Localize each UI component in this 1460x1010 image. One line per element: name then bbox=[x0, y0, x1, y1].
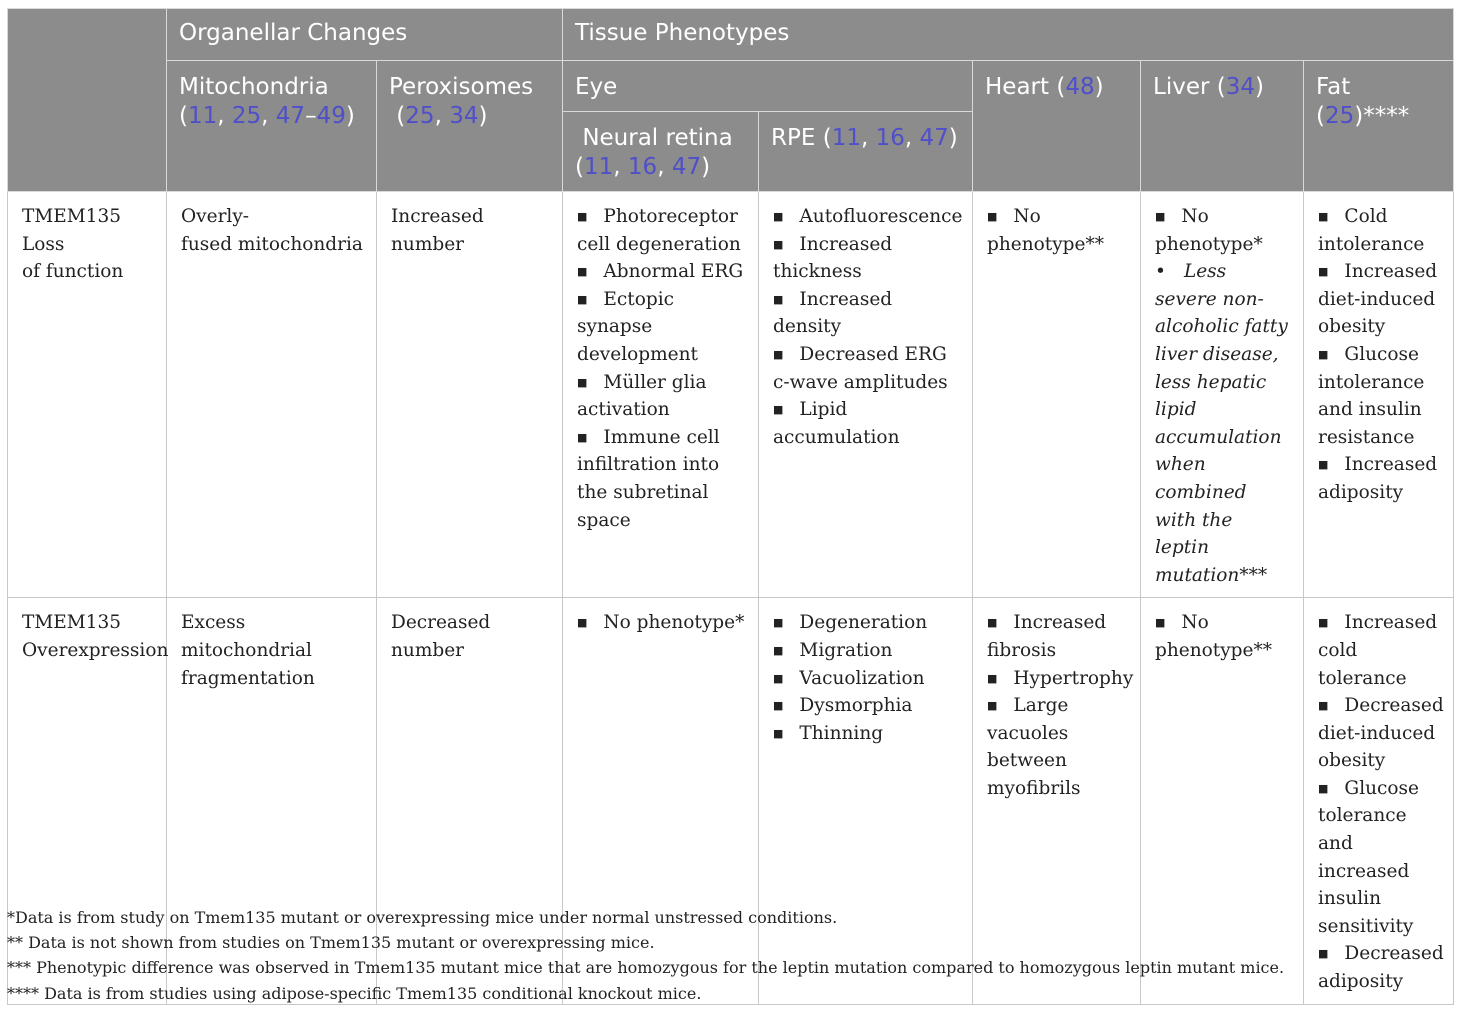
phenotype-table bbox=[7, 8, 1454, 1005]
ref-link[interactable]: 34 bbox=[1225, 74, 1256, 100]
ref-link[interactable]: 16 bbox=[627, 154, 658, 180]
ref-link[interactable]: 25 bbox=[231, 103, 262, 129]
heart-label: Heart bbox=[985, 74, 1050, 100]
fat-header: Fat (25)**** bbox=[1304, 61, 1454, 192]
fat-label: Fat bbox=[1316, 74, 1351, 100]
bullet-item: ■ Ectopic synapse development bbox=[577, 286, 746, 369]
ref-link[interactable]: 11 bbox=[831, 125, 861, 151]
bullet-item: ■ Lipid accumulation bbox=[773, 396, 960, 451]
bullet-item: ■ Migration bbox=[773, 637, 960, 665]
row-label-line: TMEM135 bbox=[22, 612, 122, 634]
bullet-item: ■ Glucose tolerance and increased insulin sensitivity bbox=[1318, 775, 1441, 941]
bullet-item: ■ Vacuolization bbox=[773, 665, 960, 693]
bullet-item: ■ No phenotype* bbox=[1155, 203, 1291, 258]
ref-link[interactable]: 16 bbox=[875, 125, 905, 151]
bullet-item: ■ Increased cold tolerance bbox=[1318, 609, 1441, 692]
cell-text-line: fragmentation bbox=[181, 667, 315, 689]
mitochondria-cell bbox=[167, 192, 377, 598]
bullet-item: ■ Glucose intolerance and insulin resistance bbox=[1318, 341, 1441, 451]
bullet-item: ■ Increased adiposity bbox=[1318, 451, 1441, 506]
footnote: ** Data is not shown from studies on Tmem135 mutant or overexpressing mice. bbox=[7, 933, 655, 953]
cell-text-line: fused mitochondria bbox=[181, 233, 363, 255]
bullet-item: ■ No phenotype** bbox=[987, 203, 1128, 258]
row-label-cell bbox=[8, 192, 167, 598]
ref-link[interactable]: 25 bbox=[405, 103, 435, 129]
peroxisomes-cell bbox=[377, 192, 563, 598]
neural-retina-label: Neural retina bbox=[582, 125, 733, 151]
bullet-item: ■ Abnormal ERG bbox=[577, 258, 746, 286]
peroxisomes-label: Peroxisomes bbox=[389, 74, 534, 100]
mitochondria-header: Mitochondria (11, 25, 47–49) bbox=[167, 61, 377, 192]
peroxisomes-header: Peroxisomes (25, 34) bbox=[377, 61, 563, 192]
liver-header: Liver (34) bbox=[1141, 61, 1304, 192]
tissue-phenotypes-header: Tissue Phenotypes bbox=[563, 9, 1454, 61]
bullet-item: ■ Decreased diet-induced obesity bbox=[1318, 692, 1441, 775]
heart-cell bbox=[973, 192, 1141, 598]
footnotes bbox=[7, 905, 1453, 1006]
bullet-item: ■ Dysmorphia bbox=[773, 692, 960, 720]
liver-cell bbox=[1141, 192, 1304, 598]
ref-link[interactable]: 47 bbox=[671, 154, 702, 180]
cell-text-line: Excess bbox=[181, 612, 246, 634]
bullet-item: ■ Increased diet-induced obesity bbox=[1318, 258, 1441, 341]
bullet-item: ■ Decreased ERG c-wave amplitudes bbox=[773, 341, 960, 396]
bullet-item: ■ Degeneration bbox=[773, 609, 960, 637]
cell-text-line: mitochondrial bbox=[181, 639, 312, 661]
footnote: *** Phenotypic difference was observed in Tmem135 mutant mice that are homozygous for the leptin mutation compared to homozygous leptin mutant mice. bbox=[7, 958, 1285, 978]
cell-text-line: Overly- bbox=[181, 206, 250, 227]
heart-header: Heart (48) bbox=[973, 61, 1141, 192]
neural-retina-cell bbox=[563, 192, 759, 598]
bullet-item: ■ No phenotype** bbox=[1155, 609, 1291, 664]
rpe-header: RPE (11, 16, 47) bbox=[759, 112, 973, 192]
liver-label: Liver bbox=[1153, 74, 1210, 100]
mitochondria-label: Mitochondria bbox=[179, 74, 329, 100]
footnote: **** Data is from studies using adipose-specific Tmem135 conditional knockout mice. bbox=[7, 983, 702, 1003]
fat-suffix: )**** bbox=[1354, 103, 1410, 129]
bullet-item: ■ Increased thickness bbox=[773, 231, 960, 286]
ref-link[interactable]: 34 bbox=[449, 103, 479, 129]
eye-header: Eye bbox=[563, 61, 973, 112]
bullet-item: ■ No phenotype* bbox=[577, 609, 746, 637]
bullet-item: ■ Autofluorescence bbox=[773, 203, 960, 231]
liver-note: • Less severe non-alcoholic fatty liver disease, less hepatic lipid accumulation when combined with the leptin mutation*** bbox=[1155, 258, 1291, 589]
cell-text-line: number bbox=[391, 639, 465, 661]
ref-link[interactable]: 47 bbox=[275, 103, 306, 129]
cell-text-line: Decreased bbox=[391, 612, 491, 634]
organellar-changes-header: Organellar Changes bbox=[167, 9, 563, 61]
ref-link[interactable]: 25 bbox=[1325, 103, 1355, 129]
footnote: *Data is from study on Tmem135 mutant or overexpressing mice under normal unstressed conditions. bbox=[7, 908, 838, 927]
bullet-item: ■ Hypertrophy bbox=[987, 665, 1128, 693]
bullet-item: ■ Thinning bbox=[773, 720, 960, 748]
row-label-line: TMEM135 bbox=[22, 206, 122, 227]
row-label-line: Overexpression bbox=[22, 639, 169, 661]
corner-header-cell bbox=[8, 9, 167, 192]
bullet-item: ■ Cold intolerance bbox=[1318, 203, 1441, 258]
bullet-item: ■ Increased density bbox=[773, 286, 960, 341]
rpe-cell bbox=[759, 192, 973, 598]
ref-link[interactable]: 11 bbox=[584, 154, 614, 180]
row-label-line: of function bbox=[22, 261, 124, 283]
ref-link[interactable]: 47 bbox=[919, 125, 949, 151]
row-label-line: Loss bbox=[22, 233, 65, 255]
bullet-item: ■ Large vacuoles between myofibrils bbox=[987, 692, 1128, 802]
ref-link[interactable]: 11 bbox=[187, 103, 218, 129]
bullet-item: ■ Increased fibrosis bbox=[987, 609, 1128, 664]
table-row bbox=[8, 192, 1454, 598]
bullet-item: ■ Immune cell infiltration into the subretinal space bbox=[577, 424, 746, 534]
fat-cell bbox=[1304, 192, 1454, 598]
neural-retina-header: Neural retina (11, 16, 47) bbox=[563, 112, 759, 192]
cell-text: Increased number bbox=[391, 206, 484, 255]
ref-link[interactable]: 48 bbox=[1065, 74, 1095, 100]
rpe-label: RPE bbox=[771, 125, 816, 151]
bullet-item: ■ Photoreceptor cell degeneration bbox=[577, 203, 746, 258]
bullet-item: ■ Decreased adiposity bbox=[1318, 940, 1441, 995]
bullet-item: ■ Müller glia activation bbox=[577, 369, 746, 424]
ref-link[interactable]: 49 bbox=[316, 103, 346, 129]
